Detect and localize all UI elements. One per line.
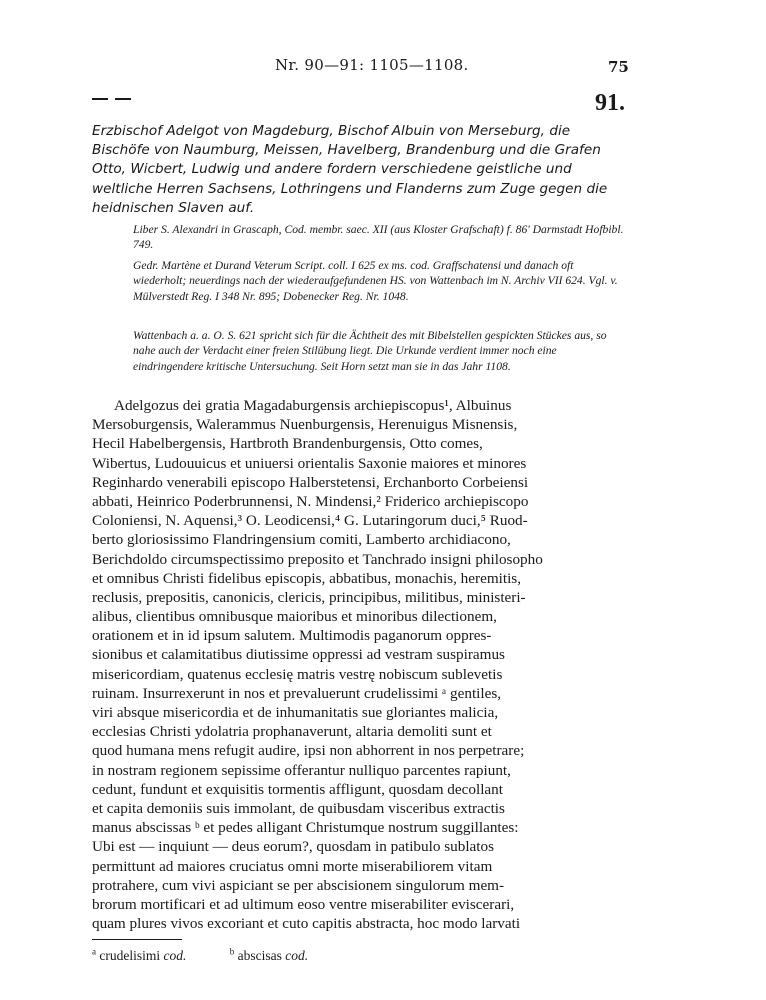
text-line-content: Hecil Habelbergensis, Hartbroth Brandenburgensis, Otto comes, bbox=[92, 435, 483, 453]
text-line bbox=[92, 492, 637, 511]
text-line bbox=[92, 645, 637, 664]
text-line-content: Adelgozus dei gratia Magadaburgensis archiepiscopus¹, Albuinus bbox=[114, 397, 512, 414]
text-line-content: protrahere, cum vivi aspiciant se per abscisionem singulorum mem- bbox=[92, 876, 505, 894]
text-line bbox=[92, 761, 637, 780]
text-line-content: brorum mortificari et ad ultimum eoso ventre miserabiliter eviscerari, bbox=[92, 895, 515, 913]
text-line bbox=[92, 415, 637, 434]
text-line bbox=[92, 569, 637, 588]
text-line-content: orationem et in id ipsum salutem. Multimodis paganorum oppres- bbox=[92, 627, 492, 645]
text-line-content: manus abscissas ᵇ et pedes alligant Christumque nostrum suggillantes: bbox=[92, 819, 519, 837]
text-line-content: alibus, clientibus omnibusque maioribus et minoribus dilectionem, bbox=[92, 608, 497, 626]
footnote-source: cod. bbox=[163, 948, 187, 963]
edition-note: Gedr. Martène et Durand Veterum Script. coll. I 625 ex ms. cod. Graffschatensi und danach oft wiederholt; neuerdings nach der wiederaufgefundenen HS. von Wattenbach im N. Archiv VII 624. Vgl. v. Mülverstedt Reg. I 348 Nr. 895; Dobenecker Reg. Nr. 1048. bbox=[133, 259, 618, 303]
manuscript-note: Liber S. Alexandri in Grascaph, Cod. membr. saec. XII (aus Kloster Grafschaft) f. 86' Darmstadt Hofbibl. 749. bbox=[133, 223, 624, 252]
text-line bbox=[92, 914, 637, 933]
text-line bbox=[92, 396, 637, 415]
text-line bbox=[92, 684, 637, 703]
footnote-rule bbox=[92, 939, 182, 940]
text-line bbox=[92, 818, 637, 837]
footnote-mark: b bbox=[229, 946, 235, 957]
text-line-content: Mersoburgensis, Walerammus Nuenburgensis, Herenuigus Misnensis, bbox=[92, 416, 518, 434]
text-line-content: quod humana mens refugit audire, ipsi non abhorrent in nos perpetrare; bbox=[92, 742, 525, 760]
text-line bbox=[92, 511, 637, 530]
text-line-content: quam plures vivos excoriant et cuto capitis abstracta, hoc modo larvati bbox=[92, 915, 521, 933]
text-line bbox=[92, 607, 637, 626]
text-line-content: Reginhardo venerabili episcopo Halberstetensi, Erchanborto Corbeiensi bbox=[92, 473, 529, 491]
footnote-a bbox=[92, 948, 186, 964]
dash-mark bbox=[92, 98, 108, 100]
main-latin-text bbox=[92, 396, 637, 933]
text-line bbox=[92, 780, 637, 799]
text-line bbox=[92, 857, 637, 876]
text-line-content: ecclesias Christi ydolatria prophanaverunt, altaria demoliti sunt et bbox=[92, 723, 492, 741]
document-number: 91. bbox=[595, 90, 625, 116]
text-line-content: Coloniensi, N. Aquensi,³ O. Leodicensi,⁴ G. Lutaringorum duci,⁵ Ruod- bbox=[92, 512, 528, 530]
text-line bbox=[92, 434, 637, 453]
text-line bbox=[92, 588, 637, 607]
text-line bbox=[92, 722, 637, 741]
text-line-content: berto gloriosissimo Flandringensium comiti, Lamberto archidiacono, bbox=[92, 531, 511, 549]
page-number: 75 bbox=[608, 58, 629, 76]
document-range: Nr. 90—91: 1105—1108. bbox=[275, 56, 469, 74]
text-line bbox=[92, 895, 637, 914]
footnote-text: abscisas bbox=[237, 948, 282, 963]
footnote-b bbox=[230, 948, 308, 964]
text-line bbox=[92, 741, 637, 760]
footnotes bbox=[92, 948, 612, 964]
text-line-content: Wibertus, Ludouuicus et uniuersi orientalis Saxonie maiores et minores bbox=[92, 454, 527, 472]
text-line bbox=[92, 473, 637, 492]
text-line-content: reclusis, prepositis, canonicis, clericis, principibus, militibus, ministeri- bbox=[92, 588, 526, 606]
regest-summary: Erzbischof Adelgot von Magdeburg, Bischof Albuin von Merseburg, die Bischöfe von Naumburg, Meissen, Havelberg, Brandenburg und die Grafen Otto, Wicbert, Ludwig und andere fordern verschiedene geistliche und weltliche Herren Sachsens, Lothringens und Flanderns zum Zuge gegen die heidnischen Slaven auf. bbox=[92, 123, 608, 216]
text-line-content: Berichdoldo circumspectissimo preposito et Tanchrado insigni philosopho bbox=[92, 550, 543, 568]
text-line bbox=[92, 454, 637, 473]
footnote-source: cod. bbox=[285, 948, 309, 963]
dash-mark bbox=[115, 98, 131, 100]
text-line-content: misericordiam, quatenus ecclesię matris vestrę nobiscum sublevetis bbox=[92, 665, 503, 683]
text-line-content: sionibus et calamitatibus diutissime oppressi ad vestram suspiramus bbox=[92, 646, 505, 664]
text-line bbox=[92, 876, 637, 895]
document-number-line bbox=[0, 90, 766, 122]
text-line-content: et omnibus Christi fidelibus episcopis, abbatibus, monachis, heremitis, bbox=[92, 569, 521, 587]
text-line bbox=[92, 837, 637, 856]
text-line bbox=[92, 703, 637, 722]
text-line bbox=[92, 799, 637, 818]
text-line bbox=[92, 665, 637, 684]
text-line-content: permittunt ad maiores cruciatus omni morte miserabiliorem vitam bbox=[92, 857, 493, 875]
footnote-text: crudelisimi bbox=[99, 948, 161, 963]
running-head bbox=[0, 56, 766, 80]
text-line-content: viri absque misericordia et de inhumanitatis sue gloriantes malicia, bbox=[92, 704, 499, 721]
text-line-content: Ubi est — inquiunt — deus eorum?, quosdam in patibulo sublatos bbox=[92, 838, 495, 856]
text-line-content: cedunt, fundunt et exquisitis tormentis affligunt, quosdam decollant bbox=[92, 780, 503, 798]
text-line-content: abbati, Heinrico Poderbrunnensi, N. Mindensi,² Friderico archiepiscopo bbox=[92, 492, 529, 510]
footnote-mark: a bbox=[92, 946, 96, 957]
text-line-content: in nostram regionem sepissime offerantur nulliquo parcentes rapiunt, bbox=[92, 761, 511, 779]
commentary-note: Wattenbach a. a. O. S. 621 spricht sich für die Ächtheit des mit Bibelstellen gespickten Stückes aus, so nahe auch der Verdacht einer freien Stilübung liegt. Die Urkunde verdient immer noch eine eindringendere kritische Untersuchung. Seit Horn setzt man sie in das Jahr 1108. bbox=[133, 329, 607, 373]
text-line bbox=[92, 530, 637, 549]
text-line-content: et capita demoniis suis immolant, de quibusdam visceribus extractis bbox=[92, 799, 505, 817]
text-line-content: ruinam. Insurrexerunt in nos et prevaluerunt crudelissimi ᵃ gentiles, bbox=[92, 684, 502, 702]
text-line bbox=[92, 550, 637, 569]
text-line bbox=[92, 626, 637, 645]
